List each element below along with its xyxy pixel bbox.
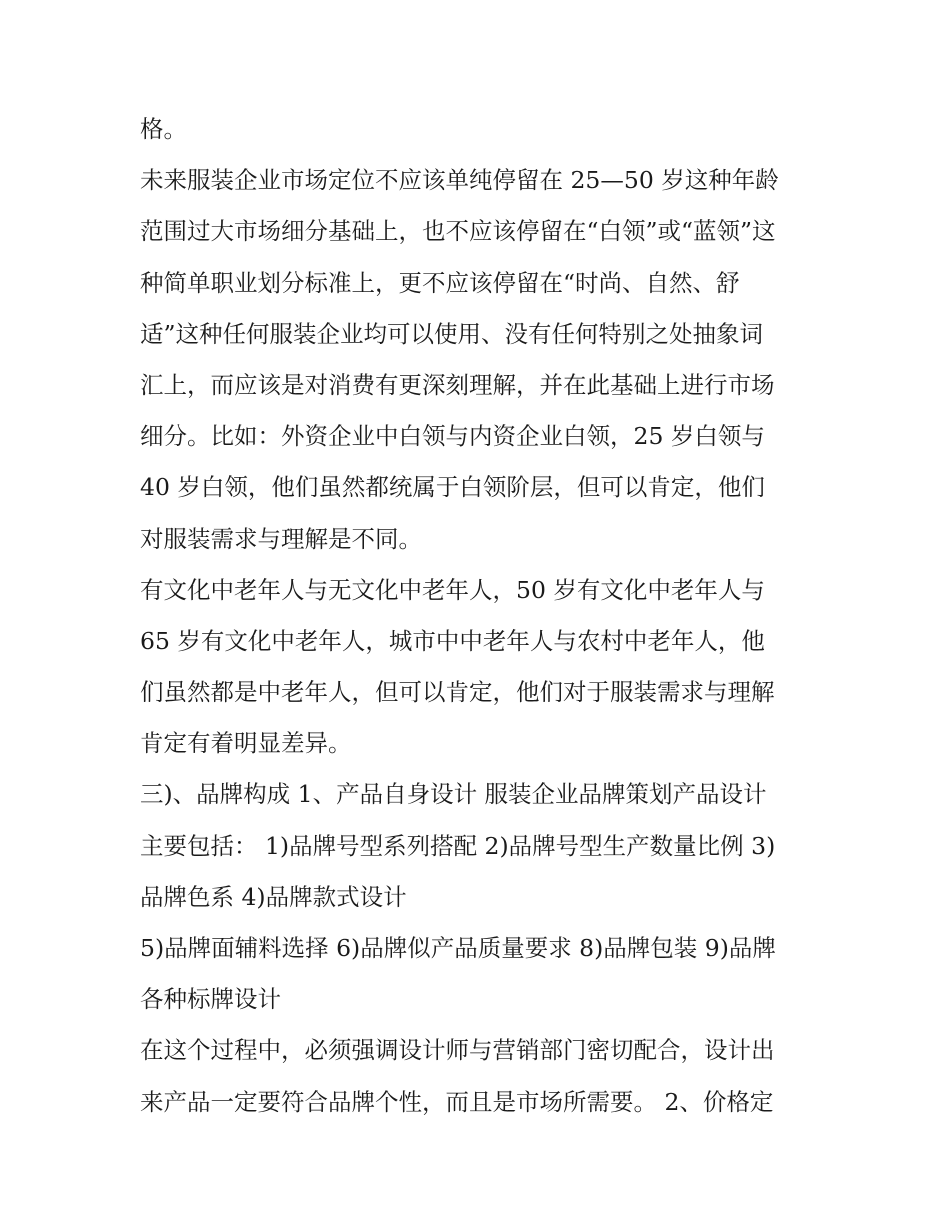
text-line: 汇上，而应该是对消费有更深刻理解，并在此基础上进行市场 — [140, 370, 775, 399]
text-line: 来产品一定要符合品牌个性，而且是市场所需要。 2、价格定 — [140, 1087, 774, 1116]
text-line: 有文化中老年人与无文化中老年人，50 岁有文化中老年人与 — [140, 575, 765, 604]
text-line: 各种标牌设计 — [140, 985, 281, 1014]
text-line: 5)品牌面辅料选择 6)品牌似产品质量要求 8)品牌包装 9)品牌 — [140, 934, 776, 962]
text-line: 们虽然都是中老年人，但可以肯定，他们对于服装需求与理解 — [140, 678, 775, 707]
text-line: 在这个过程中，必须强调设计师与营销部门密切配合，设计出 — [140, 1036, 775, 1065]
text-line: 肯定有着明显差异。 — [140, 729, 352, 758]
text-line: 格。 — [140, 115, 187, 143]
document-body — [140, 104, 820, 1128]
text-line: 品牌色系 4)品牌款式设计 — [140, 882, 407, 911]
text-line: 主要包括： 1)品牌号型系列搭配 2)品牌号型生产数量比例 3) — [140, 831, 776, 860]
text-line: 未来服装企业市场定位不应该单纯停留在 25—50 岁这种年龄 — [140, 166, 779, 195]
text-line: 适”这种任何服装企业均可以使用、没有任何特别之处抽象词 — [140, 319, 764, 348]
text-line: 三)、品牌构成 1、产品自身设计 服装企业品牌策划产品设计 — [140, 780, 767, 809]
text-line: 种简单职业划分标准上，更不应该停留在“时尚、自然、舒 — [140, 268, 740, 297]
text-line: 40 岁白领，他们虽然都统属于白领阶层，但可以肯定，他们 — [140, 473, 765, 502]
text-line: 65 岁有文化中老年人，城市中中老年人与农村中老年人，他 — [140, 626, 765, 655]
text-line: 对服装需求与理解是不同。 — [140, 524, 422, 553]
text-line: 细分。比如：外资企业中白领与内资企业白领，25 岁白领与 — [140, 422, 765, 451]
text-line: 范围过大市场细分基础上，也不应该停留在“白领”或“蓝领”这 — [140, 217, 776, 246]
